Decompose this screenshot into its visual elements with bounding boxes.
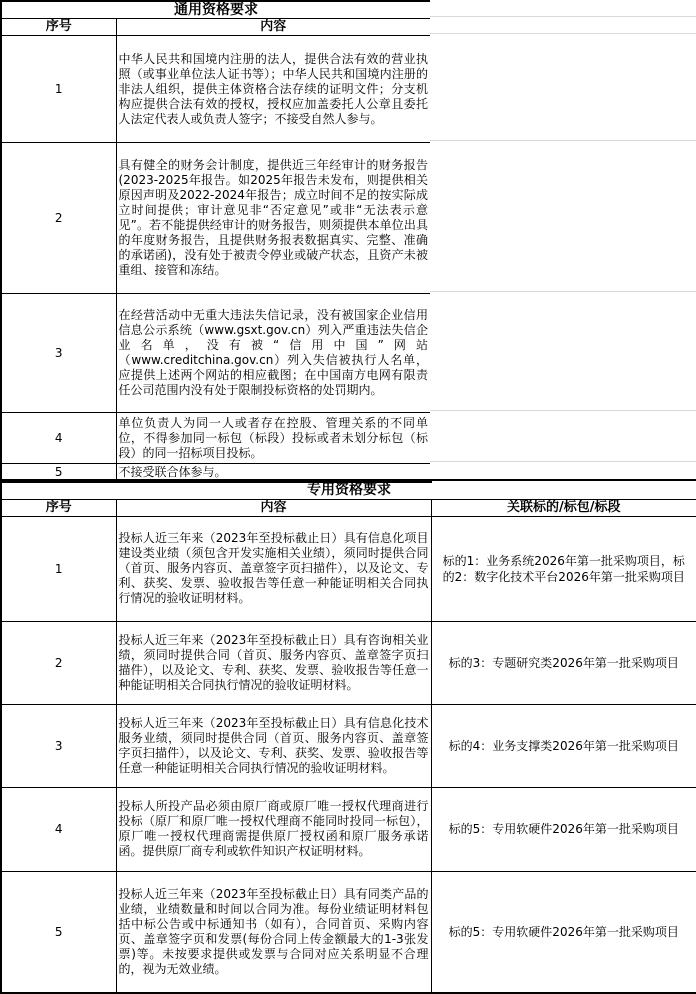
associated-lots-cell: [431, 621, 696, 704]
assoc-text: 标的3：专题研究类2026年第一批采购项目: [448, 655, 679, 670]
seq-cell: 5: [1, 871, 116, 993]
seq-column-header: 序号: [1, 19, 116, 36]
table-row: [1, 464, 431, 482]
table-row: [1, 294, 431, 413]
content-column-header: 内容: [116, 19, 431, 36]
table-row: [1, 143, 431, 294]
empty-gridline-area: [430, 0, 696, 479]
seq-cell: 1: [1, 36, 116, 143]
content-text: 投标人近三年来（2023年至投标截止日）具有同类产品的业绩，业绩数量和时间以合同为准。每份业绩证明材料包括中标公告或中标通知书（如有），合同首页、采购内容页、盖章签字页和发票(每份合同上传金额最大的1-3张发票)等。未按要求提供或发票与合同对应关系明显不合理的，视为无效业绩。: [118, 886, 429, 976]
seq-cell: 2: [1, 621, 116, 704]
content-cell: [116, 871, 431, 993]
assoc-text: 标的5：专用软硬件2026年第一批采购项目: [448, 822, 679, 836]
content-text: 具有健全的财务会计制度，提供近三年经审计的财务报告(2023-2025年报告。如2025年报告未发布，则提供相关原因声明及2022-2024年报告；成立时间不足的按实际成立时间提供；审计意见非“否定意见”或非“无法表示意见”。若不能提供经审计的财务报告，则须提供本单位出具的年度财务报告，且提供财务报表数据真实、完整、准确的承诺函)，没有处于被责令停业或破产状态，且资产未被重组、接管和冻结。: [118, 158, 428, 277]
table-general-requirements: [0, 0, 432, 483]
content-cell: [116, 787, 431, 871]
content-cell: [116, 621, 431, 704]
table-row: [1, 871, 696, 993]
content-cell: [116, 143, 431, 294]
table-row: [1, 413, 431, 464]
gridline: [430, 33, 696, 34]
associated-lots-cell: [431, 871, 696, 993]
assoc-text: 标的5：专用软硬件2026年第一批采购项目: [448, 924, 679, 939]
seq-cell: 4: [1, 413, 116, 464]
content-text: 中华人民共和国境内注册的法人，提供合法有效的营业执照（或事业单位法人证书等）；中华人民共和国境内注册的非法人组织，提供主体资格合法存续的证明文件；分支机构应提供合法有效的授权，授权应加盖委托人公章且委托人法定代表人或负责人签字；不接受自然人参与。: [118, 51, 428, 126]
gridline: [430, 291, 696, 292]
table-header-row: [1, 19, 431, 36]
associated-lots-cell: [431, 516, 696, 621]
content-text: 投标人近三年来（2023年至投标截止日）具有信息化项目建设类业绩（须包含开发实施相关业绩），须同时提供合同（首页、服务内容页、盖章签字页扫描件），以及论文、专利、获奖、发票、验收报告等任意一种能证明相关合同执行情况的验收证明材料。: [118, 531, 429, 605]
associated-lots-column-header: 关联标的/标包/标段: [431, 499, 696, 516]
content-column-header: 内容: [116, 499, 431, 516]
seq-cell: 3: [1, 704, 116, 787]
table-row: [1, 36, 431, 143]
content-text: 投标人所投产品必须由原厂商或原厂唯一授权代理商进行投标（原厂和原厂唯一授权代理商不能同时投同一标包），原厂唯一授权代理商需提供原厂授权函和原厂服务承诺函。提供原厂商专利或软件知识产权证明材料。: [118, 799, 429, 858]
seq-cell: 3: [1, 294, 116, 413]
seq-cell: 1: [1, 516, 116, 621]
content-cell: [116, 464, 431, 482]
seq-column-header: 序号: [1, 499, 116, 516]
content-cell: [116, 294, 431, 413]
seq-cell: 2: [1, 143, 116, 294]
gridline: [430, 410, 696, 411]
seq-cell: 4: [1, 787, 116, 871]
table-row: [1, 516, 696, 621]
gridline: [430, 461, 696, 462]
general-requirements-section: [0, 0, 696, 479]
gridline: [430, 16, 696, 17]
content-text: 在经营活动中无重大违法失信记录，没有被国家企业信用信息公示系统（www.gsxt.gov.cn）列入严重违法失信企业名单，没有被“信用中国”网站（www.creditchina.gov.cn）列入失信被执行人名单，应提供上述两个网站的相应截图；在中国南方电网有限责任公司范围内没有处于限制投标资格的处罚期内。: [118, 308, 428, 397]
content-cell: [116, 516, 431, 621]
table-row: [1, 480, 696, 499]
assoc-text: 标的1：业务系统2026年第一批采购项目，标的2：数字化技术平台2026年第一批采购项目: [442, 553, 685, 584]
content-text: 不接受联合体参与。: [118, 465, 227, 480]
content-text: 投标人近三年来（2023年至投标截止日）具有咨询相关业绩，须同时提供合同（首页、服务内容页、盖章签字页扫描件），以及论文、专利、获奖、发票、验收报告等任意一种能证明相关合同执行情况的验收证明材料。: [118, 632, 429, 692]
table-row: [1, 1, 431, 19]
content-text: 投标人近三年来（2023年至投标截止日）具有信息化技术服务业绩，须同时提供合同（首页、服务内容页、盖章签字页扫描件），以及论文、专利、获奖、发票、验收报告等任意一种能证明相关合同执行情况的验收证明材料。: [118, 715, 429, 775]
special-table-title: 专用资格要求: [1, 480, 696, 499]
seq-cell: 5: [1, 464, 116, 482]
associated-lots-cell: [431, 704, 696, 787]
content-cell: [116, 413, 431, 464]
content-cell: [116, 36, 431, 143]
general-table-title: 通用资格要求: [1, 1, 431, 19]
table-row: [1, 621, 696, 704]
assoc-text: 标的4：业务支撑类2026年第一批采购项目: [448, 738, 679, 753]
table-special-requirements: [0, 479, 696, 994]
associated-lots-cell: [431, 787, 696, 871]
table-header-row: [1, 499, 696, 516]
content-cell: [116, 704, 431, 787]
gridline: [430, 140, 696, 141]
table-row: [1, 787, 696, 871]
content-text: 单位负责人为同一人或者存在控股、管理关系的不同单位，不得参加同一标包（标段）投标或者未划分标包（标段）的同一招标项目投标。: [118, 415, 428, 460]
table-row: [1, 704, 696, 787]
